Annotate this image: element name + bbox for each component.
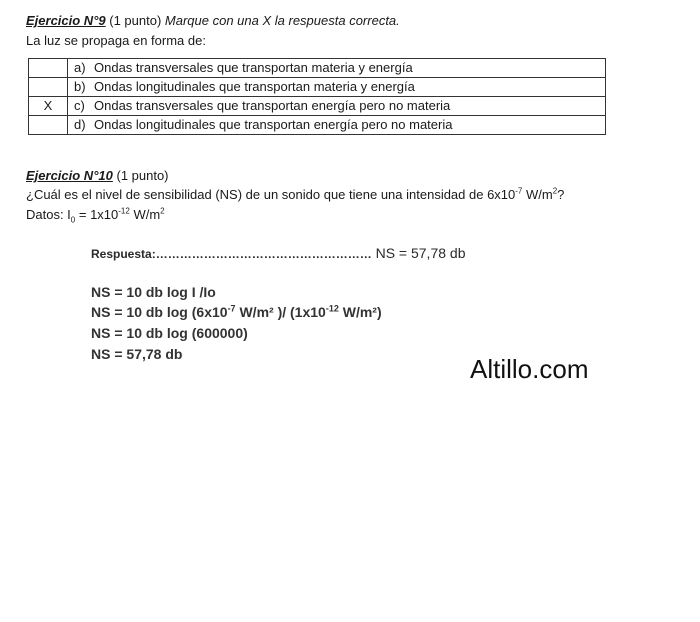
option-text: Ondas transversales que transportan energía pero no materia — [94, 98, 451, 113]
ex10-datos — [26, 206, 165, 225]
answer-value: NS = 57,78 db — [371, 245, 466, 261]
ex9-header — [26, 13, 400, 28]
datos-sub: 0 — [70, 215, 76, 225]
option-cell — [68, 78, 606, 97]
calc-step-2 — [91, 304, 382, 320]
option-letter: c) — [74, 98, 85, 113]
table-row — [29, 97, 606, 116]
datos-unit-exp: 2 — [160, 206, 165, 216]
answer-label: Respuesta: — [91, 247, 156, 261]
ex10-header — [26, 168, 169, 183]
option-mark-cell — [29, 59, 68, 78]
ex10-question-end: ? — [557, 187, 565, 202]
option-mark-cell — [29, 116, 68, 135]
ex10-question-unit: W/m — [522, 187, 553, 202]
datos-value: = 1x10 — [75, 207, 119, 222]
calc-step-3: NS = 10 db log (600000) — [91, 325, 248, 341]
table-row — [29, 116, 606, 135]
option-cell — [68, 116, 606, 135]
ex9-instruction: Marque con una X la respuesta correcta. — [164, 13, 400, 28]
calc2-part-c: W/m²) — [338, 304, 382, 320]
watermark-logo: Altillo.com — [470, 354, 589, 384]
ex10-question-unit-exp: 2 — [552, 186, 558, 196]
option-letter: d) — [74, 117, 86, 132]
ex10-question-text: ¿Cuál es el nivel de sensibilidad (NS) de un sonido que tiene una intensidad de 6x10 — [26, 187, 516, 202]
calc2-part-a: NS = 10 db log (6x10 — [91, 304, 228, 320]
calc2-exp-2: -12 — [325, 303, 339, 314]
option-letter: b) — [74, 79, 86, 94]
table-row — [29, 78, 606, 97]
calc-step-4: NS = 57,78 db — [91, 346, 183, 362]
option-cell — [68, 97, 606, 116]
datos-exp: -12 — [118, 206, 130, 216]
option-text: Ondas longitudinales que transportan materia y energía — [94, 79, 415, 94]
option-cell — [68, 59, 606, 78]
option-text: Ondas transversales que transportan materia y energía — [94, 60, 413, 75]
ex10-question-exp: -7 — [515, 186, 523, 196]
ex10-points: (1 punto) — [116, 168, 169, 183]
datos-unit: W/m — [129, 207, 161, 222]
calc2-exp-1: -7 — [227, 303, 236, 314]
ex10-title: Ejercicio N°10 — [26, 168, 113, 183]
option-mark-cell — [29, 78, 68, 97]
option-mark-cell: X — [29, 97, 68, 116]
calc2-part-b: W/m² )/ (1x10 — [235, 304, 326, 320]
ex9-points: (1 punto) — [109, 13, 162, 28]
calc-step-1: NS = 10 db log I /Io — [91, 284, 216, 300]
option-text: Ondas longitudinales que transportan energía pero no materia — [94, 117, 453, 132]
table-row — [29, 59, 606, 78]
ex9-question: La luz se propaga en forma de: — [26, 33, 206, 48]
option-letter: a) — [74, 60, 86, 75]
ex10-question — [26, 187, 564, 202]
ex9-title: Ejercicio N°9 — [26, 13, 106, 28]
ex9-options-table — [28, 58, 606, 135]
datos-label: Datos: I — [26, 207, 71, 222]
answer-line — [91, 245, 465, 261]
answer-dots: ……………………………………………… — [155, 247, 372, 261]
